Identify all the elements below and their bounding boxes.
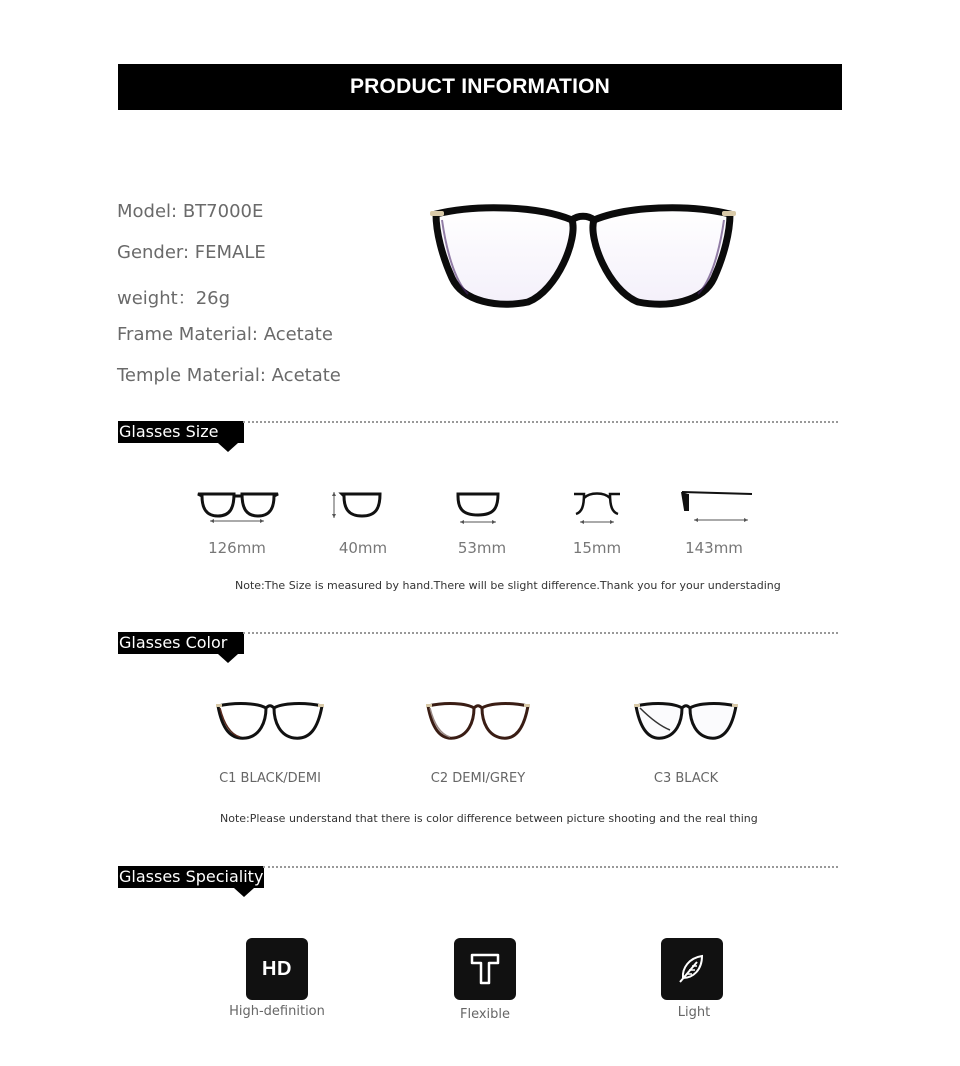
tab-notch [234,888,254,897]
section-tab-glasses-speciality [118,866,264,888]
bridge-width-icon [572,488,622,526]
frame-width-icon [196,488,280,526]
feather-icon [661,938,723,1000]
spec-temple-material: Temple Material: Acetate [117,365,341,386]
color-variant-c2-image [422,698,534,744]
color-variant-c3-image [630,698,742,744]
color-note: Note:Please understand that there is color difference between picture shooting and the real thing [220,812,758,825]
section-tab-glasses-size [118,421,244,443]
section-divider [243,632,838,634]
spec-gender: Gender: FEMALE [117,242,266,263]
size-bridge-width: 15mm [572,539,622,557]
header-title: PRODUCT INFORMATION [349,75,611,98]
size-temple-length: 143mm [685,539,743,557]
section-tab-glasses-color [118,632,244,654]
temple-length-icon [680,488,754,526]
size-lens-height: 40mm [338,539,388,557]
hd-icon [246,938,308,1000]
size-note: Note:The Size is measured by hand.There will be slight difference.Thank you for your understading [235,579,781,592]
section-title: Glasses Size [119,422,219,441]
speciality-label-light: Light [677,1005,711,1020]
color-variant-c1-image [212,698,328,744]
color-label-c2: C2 DEMI/GREY [430,771,526,786]
speciality-label-flexible: Flexible [459,1007,511,1022]
color-label-c1: C1 BLACK/DEMI [219,771,321,786]
section-title: Glasses Speciality [119,867,264,886]
spec-model: Model: BT7000E [117,201,264,222]
lens-width-icon [454,488,502,526]
product-glasses-image [428,198,738,310]
tab-notch [218,654,238,663]
color-label-c3: C3 BLACK [653,771,719,786]
speciality-label-hd: High-definition [229,1004,325,1019]
section-divider [263,866,838,868]
product-information-header [118,64,842,110]
hammer-icon [454,938,516,1000]
size-frame-width: 126mm [208,539,266,557]
section-title: Glasses Color [119,633,228,652]
hd-icon-text: HD [262,957,292,980]
spec-weight: weight：26g [117,288,231,309]
size-lens-width: 53mm [457,539,507,557]
section-divider [243,421,838,423]
spec-frame-material: Frame Material: Acetate [117,324,333,345]
tab-notch [218,443,238,452]
lens-height-icon [328,488,388,526]
